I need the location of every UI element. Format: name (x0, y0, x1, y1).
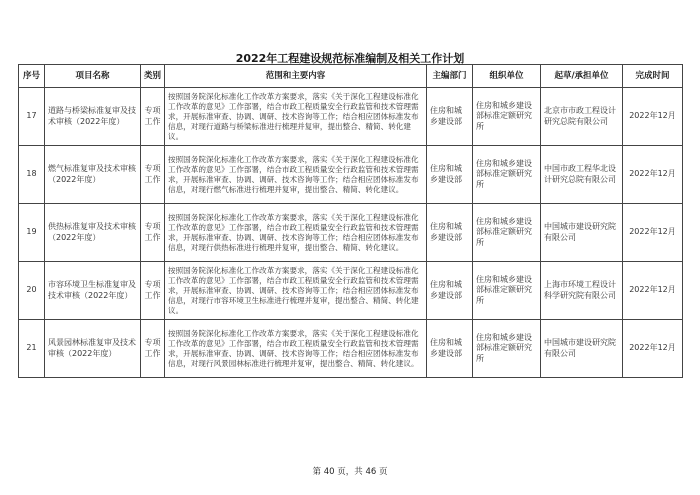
header-drafter: 起草/承担单位 (541, 65, 623, 88)
cell-scope: 按照国务院深化标准化工作改革方案要求，落实《关于深化工程建设标准化工作改革的意见》工作部署，结合市政工程质量安全行政监管和技术管理需求，开展标准审查、协调、调研、技术咨询等工作；结合相应团体标准发布信息，对现行燃气标准进行梳理并复审，提出整合、精简、转化建议。 (165, 146, 427, 204)
table-row (19, 320, 683, 378)
cell-org: 住房和城乡建设部标准定额研究所 (473, 320, 541, 378)
cell-dept: 住房和城乡建设部 (427, 204, 473, 262)
header-dept: 主编部门 (427, 65, 473, 88)
cell-dept: 住房和城乡建设部 (427, 88, 473, 146)
cell-name: 风景园林标准复审及技术审核（2022年度） (45, 320, 141, 378)
cell-type: 专项工作 (141, 146, 165, 204)
cell-drafter: 北京市市政工程设计研究总院有限公司 (541, 88, 623, 146)
table-row (19, 204, 683, 262)
cell-date: 2022年12月 (623, 204, 683, 262)
cell-drafter: 中国城市建设研究院有限公司 (541, 204, 623, 262)
header-org: 组织单位 (473, 65, 541, 88)
header-type: 类别 (141, 65, 165, 88)
header-name: 项目名称 (45, 65, 141, 88)
cell-drafter: 中国城市建设研究院有限公司 (541, 320, 623, 378)
cell-scope: 按照国务院深化标准化工作改革方案要求，落实《关于深化工程建设标准化工作改革的意见》工作部署，结合市政工程质量安全行政监管和技术管理需求，开展标准审查、协调、调研、技术咨询等工作；结合相应团体标准发布信息，对现行市容环境卫生标准进行梳理并复审，提出整合、精简、转化建议。 (165, 262, 427, 320)
page-title: 2022年工程建设规范标准编制及相关工作计划 (235, 52, 465, 65)
cell-name: 燃气标准复审及技术审核（2022年度） (45, 146, 141, 204)
cell-date: 2022年12月 (623, 262, 683, 320)
cell-type: 专项工作 (141, 262, 165, 320)
cell-drafter: 上海市环境工程设计科学研究院有限公司 (541, 262, 623, 320)
cell-drafter: 中国市政工程华北设计研究总院有限公司 (541, 146, 623, 204)
cell-org: 住房和城乡建设部标准定额研究所 (473, 204, 541, 262)
cell-org: 住房和城乡建设部标准定额研究所 (473, 262, 541, 320)
cell-name: 道路与桥梁标准复审及技术审核（2022年度） (45, 88, 141, 146)
cell-no: 19 (19, 204, 45, 262)
header-date: 完成时间 (623, 65, 683, 88)
cell-org: 住房和城乡建设部标准定额研究所 (473, 88, 541, 146)
cell-type: 专项工作 (141, 204, 165, 262)
page-footer: 第 40 页，共 46 页 (312, 467, 388, 477)
cell-name: 供热标准复审及技术审核（2022年度） (45, 204, 141, 262)
cell-dept: 住房和城乡建设部 (427, 262, 473, 320)
cell-scope: 按照国务院深化标准化工作改革方案要求，落实《关于深化工程建设标准化工作改革的意见》工作部署，结合市政工程质量安全行政监管和技术管理需求，开展标准审查、协调、调研、技术咨询等工作；结合相应团体标准发布信息，对现行风景园林标准进行梳理并复审，提出整合、精简、转化建议。 (165, 320, 427, 378)
plan-table (18, 64, 683, 378)
cell-no: 20 (19, 262, 45, 320)
cell-type: 专项工作 (141, 320, 165, 378)
table-row (19, 146, 683, 204)
cell-scope: 按照国务院深化标准化工作改革方案要求，落实《关于深化工程建设标准化工作改革的意见》工作部署，结合市政工程质量安全行政监管和技术管理需求，开展标准审查、协调、调研、技术咨询等工作；结合相应团体标准发布信息，对现行供热标准进行梳理并复审，提出整合、精简、转化建议。 (165, 204, 427, 262)
cell-dept: 住房和城乡建设部 (427, 146, 473, 204)
header-no: 序号 (19, 65, 45, 88)
header-row (19, 65, 683, 88)
cell-no: 18 (19, 146, 45, 204)
table-row (19, 88, 683, 146)
cell-scope: 按照国务院深化标准化工作改革方案要求，落实《关于深化工程建设标准化工作改革的意见》工作部署，结合市政工程质量安全行政监管和技术管理需求，开展标准审查、协调、调研、技术咨询等工作；结合相应团体标准发布信息，对现行道路与桥梁标准进行梳理并复审，提出整合、精简、转化建议。 (165, 88, 427, 146)
cell-date: 2022年12月 (623, 88, 683, 146)
cell-date: 2022年12月 (623, 146, 683, 204)
cell-name: 市容环境卫生标准复审及技术审核（2022年度） (45, 262, 141, 320)
cell-date: 2022年12月 (623, 320, 683, 378)
cell-type: 专项工作 (141, 88, 165, 146)
cell-dept: 住房和城乡建设部 (427, 320, 473, 378)
cell-no: 17 (19, 88, 45, 146)
cell-org: 住房和城乡建设部标准定额研究所 (473, 146, 541, 204)
header-scope: 范围和主要内容 (165, 65, 427, 88)
cell-no: 21 (19, 320, 45, 378)
table-row (19, 262, 683, 320)
